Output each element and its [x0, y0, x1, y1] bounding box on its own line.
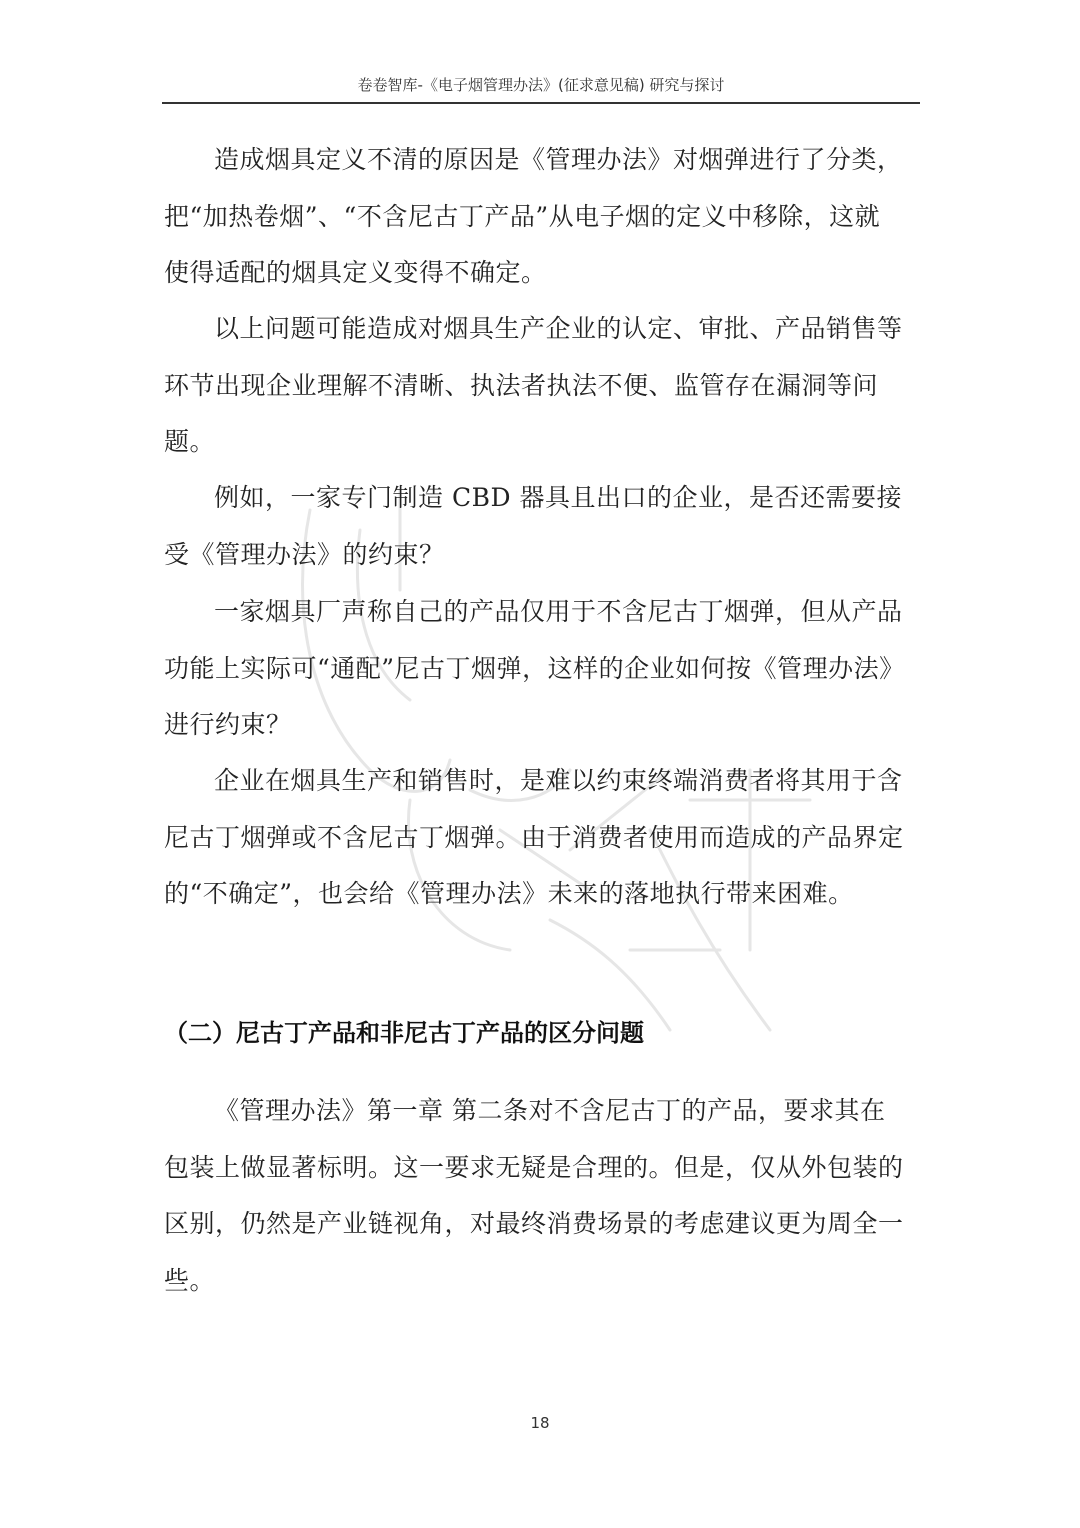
body-paragraph-2: 以上问题可能造成对烟具生产企业的认定、审批、产品销售等环节出现企业理解不清晰、执法者执法不便、监管存在漏洞等问题。 — [164, 314, 903, 456]
page-header — [162, 68, 920, 104]
body-paragraph-4: 一家烟具厂声称自己的产品仅用于不含尼古丁烟弹，但从产品功能上实际可“通配”尼古丁烟弹，这样的企业如何按《管理办法》进行约束？ — [164, 597, 903, 739]
body-paragraph-3: 例如，一家专门制造 CBD 器具且出口的企业，是否还需要接受《管理办法》的约束？ — [164, 483, 902, 569]
section-paragraph: 《管理办法》第一章 第二条对不含尼古丁的产品，要求其在包装上做显著标明。这一要求无疑是合理的。但是，仅从外包装的区别，仍然是产业链视角，对最终消费场景的考虑建议更为周全一些。 — [164, 1096, 904, 1295]
section-heading: （二）尼古丁产品和非尼古丁产品的区分问题 — [164, 1019, 644, 1047]
page-number: 18 — [530, 1414, 550, 1432]
body-paragraph-5: 企业在烟具生产和销售时，是难以约束终端消费者将其用于含尼古丁烟弹或不含尼古丁烟弹。由于消费者使用而造成的产品界定的“不确定”，也会给《管理办法》未来的落地执行带来困难。 — [164, 766, 904, 908]
body-paragraph-1: 造成烟具定义不清的原因是《管理办法》对烟弹进行了分类，把“加热卷烟”、“不含尼古丁产品”从电子烟的定义中移除，这就使得适配的烟具定义变得不确定。 — [164, 145, 903, 287]
header-title: 卷卷智库-《电子烟管理办法》(征求意见稿) 研究与探讨 — [357, 76, 725, 94]
